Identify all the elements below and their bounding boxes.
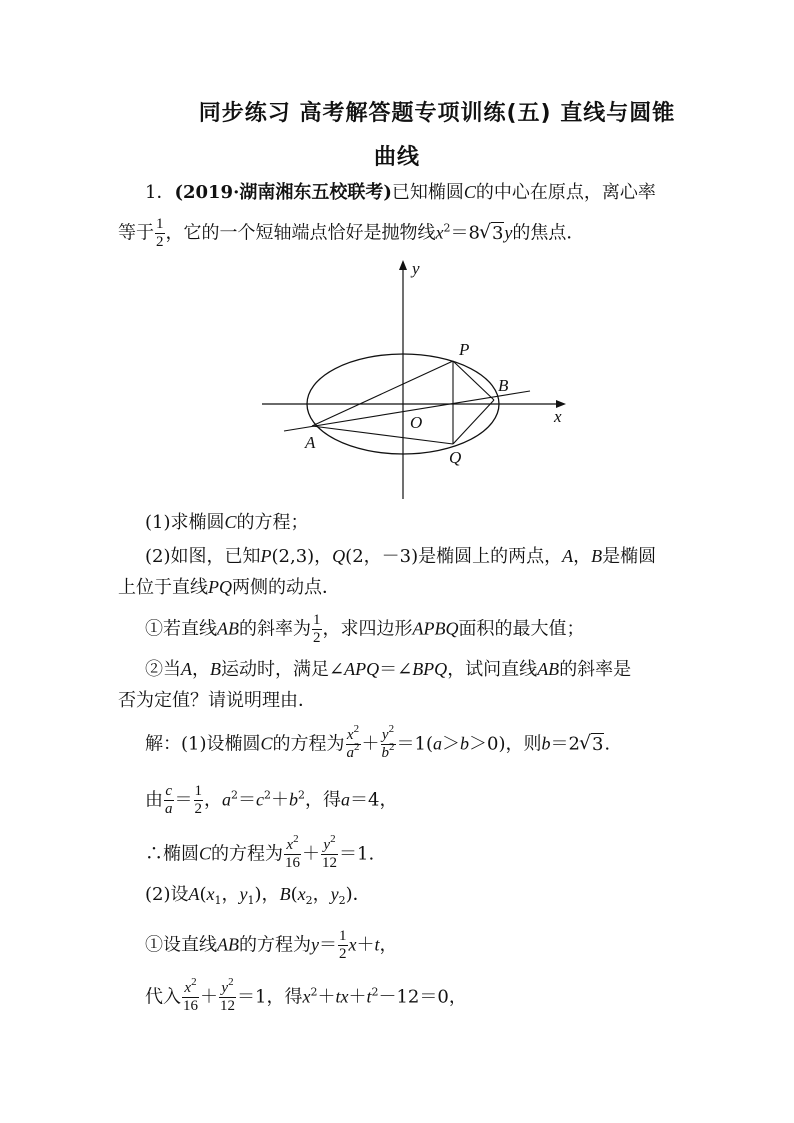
symbol-C: C: [463, 182, 476, 202]
label-a: A: [305, 433, 316, 452]
solution-line2: 由 $\frac{c}{a}$ ＝ $\frac{1}{2}$ ，$a^2=c^2+b^2$，得a＝4，: [145, 783, 398, 817]
sqrt-3: √ 3: [580, 736, 604, 754]
fraction-x2-16: $\frac{x^2}{16}$: [285, 833, 301, 871]
fraction-one-half: $\frac{1}{2}$: [156, 216, 164, 250]
problem-source: (2019·湖南湘东五校联考): [174, 182, 392, 203]
label-p: P: [459, 340, 470, 359]
solution-line1: 解：(1)设椭圆C的方程为 $\frac{x^2}{a^2}$ ＋ $\frac{y^2}{b^2}$ ＝1(a＞b＞0)，则b＝2√ 3.: [145, 727, 610, 762]
segment-ap: [312, 361, 453, 426]
line-ab: [284, 391, 530, 431]
stem-text: ，它的一个短轴端点恰好是抛物线: [165, 222, 436, 244]
sqrt-3: √ 3: [480, 225, 504, 243]
page-title-line2: 曲线: [373, 145, 420, 170]
question-2-part-2-line2: 否为定值？请说明理由．: [118, 690, 316, 711]
label-b: B: [498, 376, 509, 395]
label-x-axis: x: [554, 407, 562, 426]
fraction-x2-a2: $\frac{x^2}{a^2}$: [346, 723, 360, 761]
segment-qa: [312, 426, 453, 444]
problem-stem-line1: [145, 183, 656, 202]
label-y-axis: y: [412, 259, 420, 278]
solution-line5: ①设直线AB的方程为y＝ $\frac{1}{2}$ x＋t，: [145, 928, 398, 962]
y-axis-arrow: [399, 260, 407, 270]
symbol-y: y: [504, 222, 513, 243]
solution-line4: (2)设$A(x_1$，$y_1$)，$B(x_2$，$y_2$)．: [145, 884, 371, 907]
stem-text: 等于: [118, 222, 154, 244]
eq-text: ＝8: [450, 222, 480, 244]
label-q: Q: [449, 448, 462, 467]
question-2-line1: (2)如图，已知P(2,3)，Q(2，－3)是椭圆上的两点，A，B是椭圆: [145, 546, 657, 567]
stem-text: 已知椭圆: [391, 182, 464, 203]
problem-stem-line2: 等于 $\frac{1}{2}$ ，它的一个短轴端点恰好是抛物线$x^2=8√$ 3y的焦点．: [118, 216, 584, 251]
fraction-y2-12: $\frac{y^2}{12}$: [220, 976, 235, 1014]
fraction-one-half: $\frac{1}{2}$: [313, 612, 321, 646]
solution-line3: ∴椭圆C的方程为 $\frac{x^2}{16}$ ＋ $\frac{y^2}{12}$ ＝1.: [145, 833, 375, 871]
page-title-line1: 同步练习 高考解答题专项训练(五) 直线与圆锥: [198, 101, 676, 126]
fraction-y2-b2: $\frac{y^2}{b^2}$: [381, 723, 395, 761]
solution-line6: 代入 $\frac{x^2}{16}$ ＋ $\frac{y^2}{12}$ ＝1，得$x^2+tx+t^2-12=0$，: [145, 976, 467, 1014]
question-2-part-1: ①若直线AB的斜率为 $\frac{1}{2}$ ，求四边形APBQ面积的最大值；: [145, 612, 585, 646]
stem-text: 的焦点．: [512, 222, 585, 244]
question-2-part-2-line1: ②当A，B运动时，满足∠APQ＝∠BPQ，试问直线AB的斜率是: [145, 659, 632, 680]
label-origin: O: [410, 413, 423, 432]
stem-text: 的中心在原点，离心率: [475, 182, 656, 203]
ellipse-figure: [262, 258, 572, 503]
fraction-one-half: $\frac{1}{2}$: [194, 783, 202, 817]
fraction-c-a: $\frac{c}{a}$: [165, 783, 173, 817]
symbol-x: x: [435, 222, 444, 243]
fraction-y2-12: $\frac{y^2}{12}$: [322, 833, 338, 871]
fraction-x2-16: $\frac{x^2}{16}$: [183, 976, 198, 1014]
fraction-one-half: $\frac{1}{2}$: [339, 928, 347, 962]
question-1: (1)求椭圆C的方程；: [145, 512, 309, 533]
problem-number: 1．: [145, 182, 175, 203]
question-2-line2: 上位于直线PQ两侧的动点．: [118, 577, 340, 598]
